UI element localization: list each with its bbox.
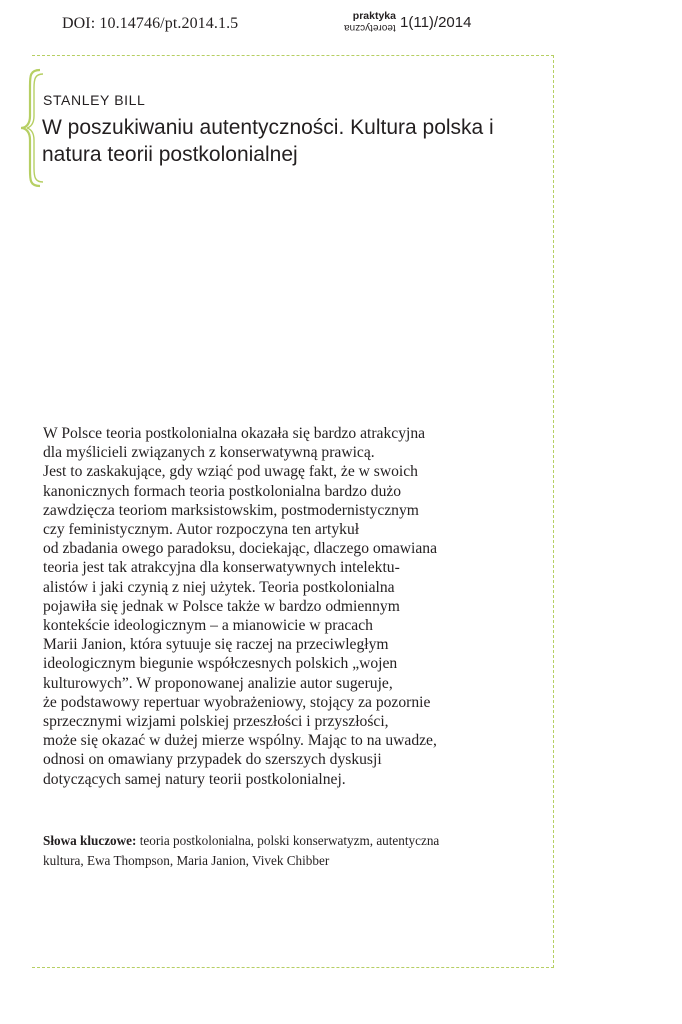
abstract-line: W Polsce teoria postkolonialna okazała się bardzo atrakcyjna bbox=[43, 425, 426, 442]
abstract-line: Jest to zaskakujące, gdy wziąć pod uwagę fakt, że w swoich bbox=[43, 463, 418, 481]
abstract-line: zawdzięcza teoriom marksistowskim, postmodernistycznym bbox=[43, 501, 419, 519]
doi-label: DOI: 10.14746/pt.2014.1.5 bbox=[62, 15, 239, 32]
abstract-line: czy feministycznym. Autor rozpoczyna ten artykuł bbox=[43, 521, 360, 539]
journal-name-line2: teoretyczna bbox=[344, 22, 396, 33]
abstract-line: może się okazać w dużej mierze wspólny. Mając to na uwadze, bbox=[43, 732, 437, 750]
curly-brace-icon bbox=[18, 68, 44, 188]
keywords bbox=[43, 831, 483, 871]
abstract-line: ideologicznym biegunie współczesnych polskich „wojen bbox=[43, 655, 398, 673]
abstract-line: kontekście ideologicznym – a mianowicie w pracach bbox=[43, 617, 373, 635]
journal-logo bbox=[342, 10, 472, 40]
abstract-line: od zbadania owego paradoksu, dociekając, dlaczego omawiana bbox=[43, 540, 438, 558]
abstract-line: teoria jest tak atrakcyjna dla konserwatywnych intelektu- bbox=[43, 559, 400, 577]
article-title: W poszukiwaniu autentyczności. Kultura polska i natura teorii postkolonialnej bbox=[42, 116, 494, 166]
journal-name-line1: praktyka bbox=[352, 10, 396, 22]
abstract-line: że podstawowy repertuar wyobrażeniowy, stojący za pozornie bbox=[43, 693, 431, 711]
author-name: STANLEY BILL bbox=[43, 92, 146, 108]
abstract-line: dla myślicieli związanych z konserwatywną prawicą. bbox=[43, 444, 375, 462]
abstract-line: Marii Janion, która sytuuje się raczej na przeciwległym bbox=[43, 636, 389, 654]
abstract-line: dotyczących samej natury teorii postkolonialnej. bbox=[43, 770, 346, 788]
keywords-label: Słowa kluczowe: bbox=[43, 833, 137, 848]
abstract-line: kanonicznych formach teoria postkolonialna bardzo dużo bbox=[43, 482, 402, 500]
keywords-text-2: kultura, Ewa Thompson, Maria Janion, Vivek Chibber bbox=[43, 853, 330, 868]
abstract-line: alistów i jaki czynią z niej użytek. Teoria postkolonialna bbox=[43, 578, 395, 596]
abstract-line: odnosi on omawiany przypadek do szerszych dyskusji bbox=[43, 751, 382, 769]
abstract-line: sprzecznymi wizjami polskiej przeszłości i przyszłości, bbox=[43, 713, 389, 731]
issue-number: 1(11)/2014 bbox=[400, 14, 472, 31]
keywords-text-1: teoria postkolonialna, polski konserwatyzm, autentyczna bbox=[139, 833, 440, 848]
abstract-line: pojawiła się jednak w Polsce także w bardzo odmiennym bbox=[43, 597, 400, 615]
keywords-line-1 bbox=[43, 831, 483, 851]
abstract bbox=[43, 424, 473, 789]
abstract-line: kulturowych”. W proponowanej analizie autor sugeruje, bbox=[43, 674, 393, 692]
